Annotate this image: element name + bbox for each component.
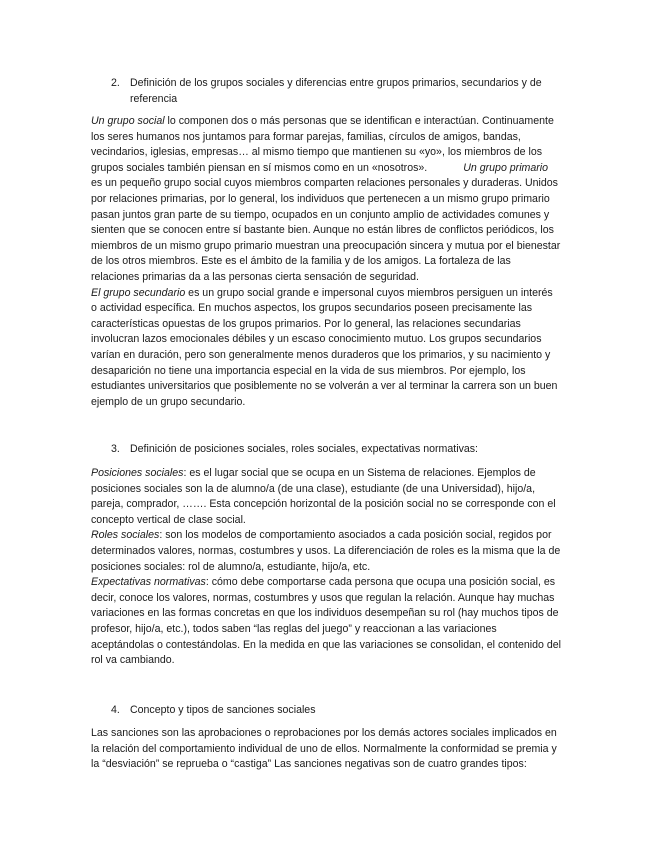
section-2-paragraph-1: [91, 114, 561, 286]
section-4-heading: [111, 702, 551, 718]
section-3-number: 3.: [111, 443, 120, 455]
term-expectativas-normativas: Expectativas normativas: [91, 576, 206, 589]
term-grupo-secundario: El grupo secundario: [91, 286, 186, 299]
section-3-heading: [111, 441, 551, 457]
section-3-body: [91, 466, 561, 669]
grupo-secundario-definition: es un grupo social grande e impersonal cuyos miembros persiguen un interés o actividad específica. En muchos aspectos, los grupos secundarios poseen precisamente las características opuestas de los grupos primarios. Por lo general, las relaciones secundarias involucran lazos emocionales débiles y un escaso conocimiento mutuo. Los grupos secundarios varían en duración, pero son generalmente menos duraderos que los primarios, y su nacimiento y desaparición no tiene una importancia especial en la vida de sus miembros. Por ejemplo, los estudiantes universitarios que posiblemente no se volverán a ver al terminar la carrera son un buen ejemplo de un grupo secundario.: [91, 286, 558, 408]
section-2-title: Definición de los grupos sociales y diferencias entre grupos primarios, secundarios y de referencia: [130, 77, 542, 105]
section-2-body: [91, 114, 561, 410]
section-3-paragraph-3: [91, 575, 561, 669]
term-roles-sociales: Roles sociales: [91, 529, 160, 542]
grupo-primario-definition: es un pequeño grupo social cuyos miembros comparten relaciones personales y duraderas. Unidos por relaciones primarias, por lo general, los individuos que pertenecen a un mismo grupo primario pasan juntos gran parte de su tiempo, ocupados en un conjunto amplio de actividades comunes y sienten que se conocen entre sí bastante bien. Aunque no están libres de conflictos periódicos, los miembros de un mismo grupo primario muestran una preocupación sincera y mutua por el bienestar de los otros miembros. Este es el ámbito de la familia y de los amigos. La fortaleza de las relaciones primarias da a las personas cierta sensación de seguridad.: [91, 177, 561, 283]
section-4-body: [91, 726, 561, 773]
section-3-paragraph-1: [91, 466, 561, 528]
section-3-paragraph-2: [91, 528, 561, 575]
posiciones-sociales-definition: : es el lugar social que se ocupa en un Sistema de relaciones. Ejemplos de posiciones sociales son la de alumno/a (de una clase), estudiante (de una Universidad), hijo/a, pareja, comprador, ……. Esta concepción horizontal de la posición social no se corresponde con el concepto vertical de clase social.: [91, 467, 556, 526]
section-4-paragraph-1: Las sanciones son las aprobaciones o reprobaciones por los demás actores sociales implicados en la relación del comportamiento individual de uno de ellos. Normalmente la conformidad se premia y la “desviación” se reprueba o “castiga” Las sanciones negativas son de cuatro grandes tipos:: [91, 727, 557, 771]
expectativas-normativas-definition: : cómo debe comportarse cada persona que ocupa una posición social, es decir, conoce los valores, normas, costumbres y usos que regulan la relación. Aunque hay muchas variaciones en las formas concretas en que los individuos desempeñan su rol (hay muchos tipos de profesor, hijo/a, etc.), todos saben “las reglas del juego” y reaccionan a las variaciones aceptándolas o contestándolas. En la medida en que las variaciones se consolidan, el contenido del rol va cambiando.: [91, 576, 561, 667]
section-2-paragraph-2: [91, 286, 561, 411]
section-2-number: 2.: [111, 77, 120, 89]
term-grupo-social: Un grupo social: [91, 115, 165, 127]
term-posiciones-sociales: Posiciones sociales: [91, 467, 184, 479]
section-2-heading: [111, 75, 551, 107]
grupo-social-definition: lo componen dos o más personas que se identifican e interactúan. Continuamente los seres humanos nos juntamos para formar parejas, familias, círculos de amigos, bandas, vecindarios, iglesias, empresas… al mismo tiempo que mantienen su «yo», los miembros de los grupos sociales también piensan en sí mismos como en un «nosotros».: [91, 115, 554, 174]
section-4-title: Concepto y tipos de sanciones sociales: [130, 704, 316, 716]
term-grupo-primario: Un grupo primario: [463, 161, 549, 174]
roles-sociales-definition: : son los modelos de comportamiento asociados a cada posición social, regidos por determinados valores, normas, costumbres y usos. La diferenciación de roles es la misma que la de posiciones sociales: rol de alumno/a, estudiante, hijo/a, etc.: [91, 529, 561, 573]
section-3-title: Definición de posiciones sociales, roles sociales, expectativas normativas:: [130, 443, 478, 455]
section-4-number: 4.: [111, 704, 120, 716]
